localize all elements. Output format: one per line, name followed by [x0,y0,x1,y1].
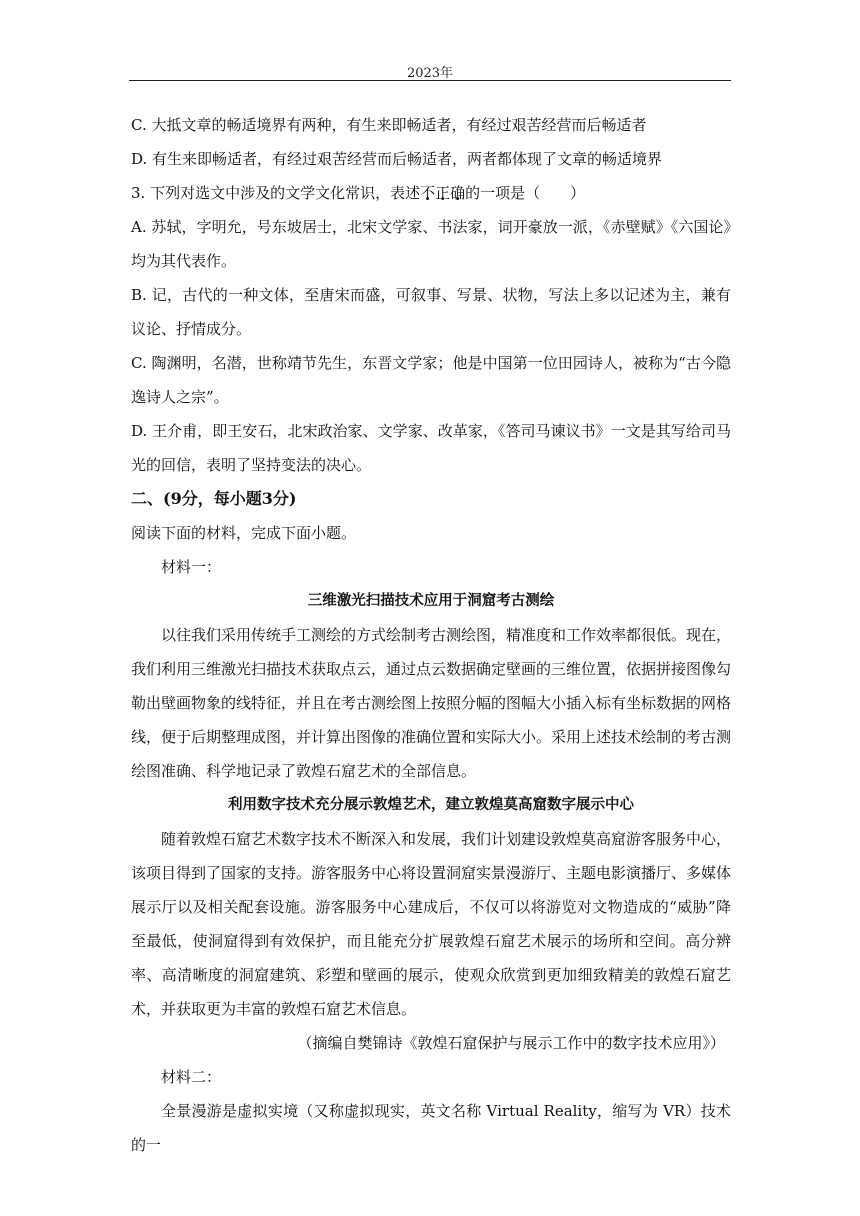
section-instruction: 阅读下面的材料，完成下面小题。 [131,524,357,542]
material-1-title-2: 利用数字技术充分展示敦煌艺术，建立敦煌莫高窟数字展示中心 [228,796,634,813]
emphasis-char: 确 [450,184,466,202]
option-d-line: D. 有生来即畅适者，有经过艰苦经营而后畅适者，两者都体现了文章的畅适境界 [131,150,663,168]
material-2-paragraph: 全景漫游是虚拟实境（又称虚拟现实，英文名称 Virtual Reality，缩写为 VR）技术的一 [131,1102,731,1154]
material-2-label: 材料二： [161,1068,222,1086]
material-1-title-1: 三维激光扫描技术应用于洞窟考古测绘 [307,592,555,609]
page-header: 2023年 [406,66,454,81]
emphasis-char: 不 [420,184,436,202]
question-3-text: 3. 下列对选文中涉及的文学文化常识，表述 [131,184,421,202]
material-1-source: （摘编自樊锦诗《敦煌石窟保护与展示工作中的数字技术应用》） [297,1034,725,1052]
material-1-label: 材料一： [161,558,222,576]
material-1-paragraph-2: 随着敦煌石窟艺术数字技术不断深入和发展，我们计划建设敦煌莫高窟游客服务中心，该项目得到了国家的支持。游客服务中心将设置洞窟实景漫游厅、主题电影演播厅、多媒体展示厅以及相关配套设施。游客服务中心建成后，不仅可以将游览对文物造成的“威胁”降至最低，使洞窟得到有效保护，而且能充分扩展敦煌石窟艺术展示的场所和空间。高分辨率、高清晰度的洞窟建筑、彩塑和壁画的展示，使观众欣赏到更加细致精美的敦煌石窟艺术，并获取更为丰富的敦煌石窟艺术信息。 [131,830,732,1018]
q3-option-a: A. 苏轼，字明允，号东坡居士，北宋文学家、书法家，词开豪放一派，《赤壁赋》《六国论》均为其代表作。 [131,218,731,270]
q3-option-c: C. 陶渊明，名潜，世称靖节先生，东晋文学家；他是中国第一位田园诗人，被称为“古今隐逸诗人之宗”。 [131,354,731,406]
question-3 [131,176,731,210]
q3-option-b: B. 记，古代的一种文体，至唐宋而盛，可叙事、写景、状物，写法上多以记述为主，兼有议论、抒情成分。 [131,286,731,338]
header-divider [129,80,731,81]
document-body [131,108,731,1162]
material-1-paragraph-1: 以往我们采用传统手工测绘的方式绘制考古测绘图，精准度和工作效率都很低。现在，我们利用三维激光扫描技术获取点云，通过点云数据确定壁画的三维位置，依据拼接图像勾勒出壁画物象的线特征，并且在考古测绘图上按照分幅的图幅大小插入标有坐标数据的网格线，便于后期整理成图，并计算出图像的准确位置和实际大小。采用上述技术绘制的考古测绘图准确、科学地记录了敦煌石窟艺术的全部信息。 [131,626,732,780]
emphasis-char: 正 [435,184,451,202]
option-c-line: C. 大抵文章的畅适境界有两种，有生来即畅适者，有经过艰苦经营而后畅适者 [131,116,647,134]
q3-option-d: D. 王介甫，即王安石，北宋政治家、文学家、改革家，《答司马谏议书》一文是其写给司马光的回信，表明了坚持变法的决心。 [131,422,731,474]
question-3-tail: 的一项是（ ） [465,184,586,202]
section-heading: 二、(9分，每小题3分) [131,489,297,508]
